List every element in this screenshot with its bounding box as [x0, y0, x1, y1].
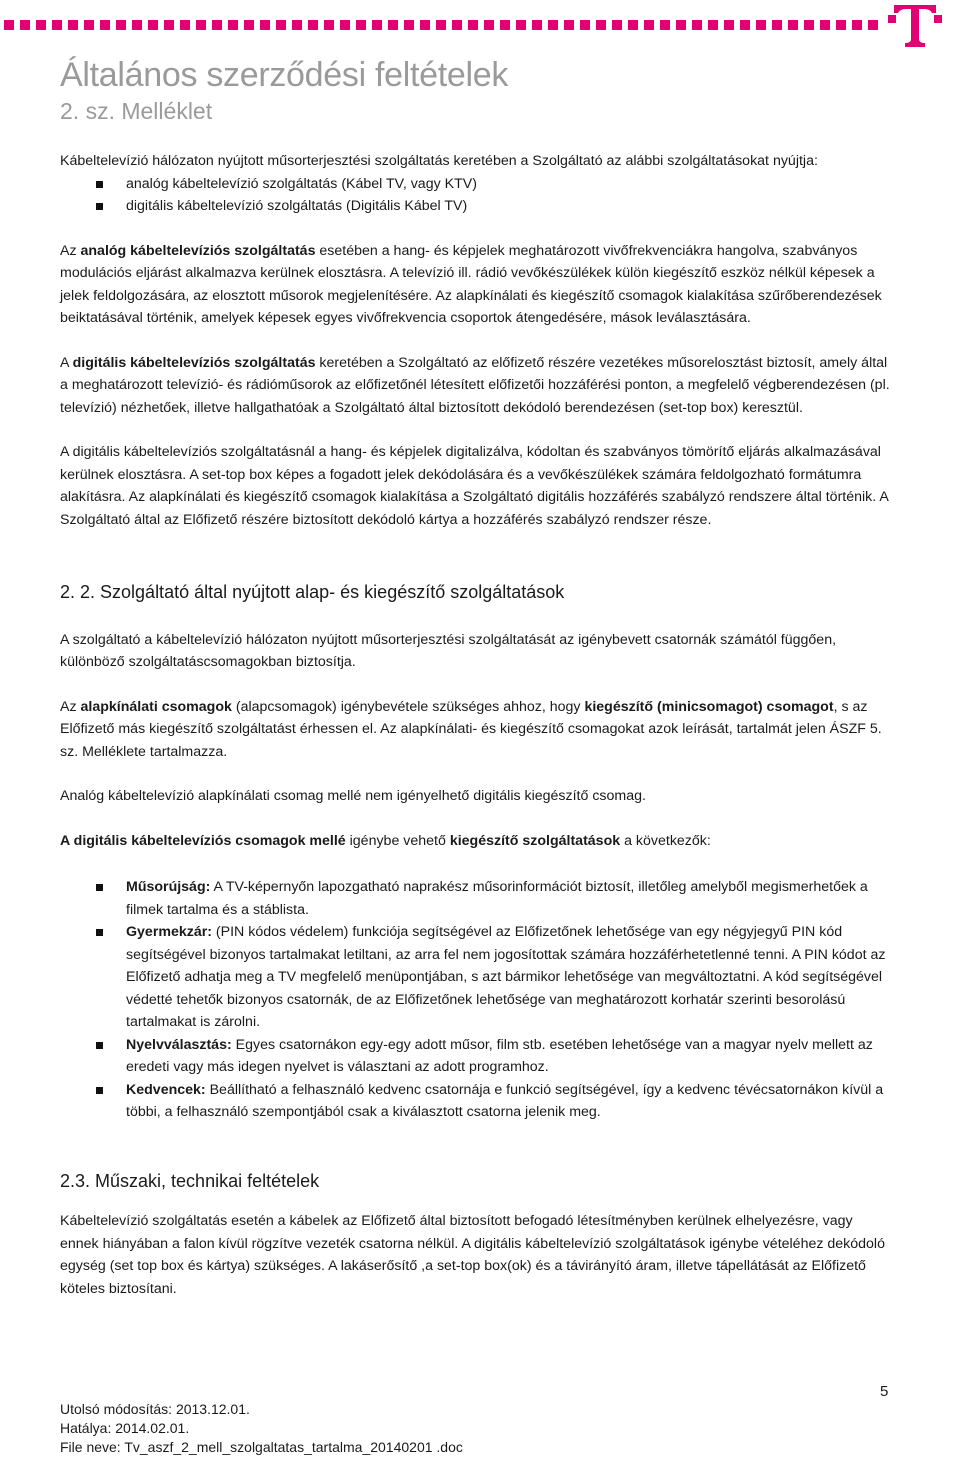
bullet-icon: [96, 884, 103, 891]
list-item: Gyermekzár: (PIN kódos védelem) funkciója segítségével az Előfizetőnek lehetősége van egy négyjegyű PIN kód segítségével bizonyos tartalmakat letiltani, az arra fel nem jogosítottak számára hozzáférhetetlenné tenni. A PIN kódot az Előfizető adhatja meg a TV megfelelő menüpontjában, s azt bármikor lehetősége van megváltoztatni. A kód segítségével védetté tehetők bizonyos csatornák, de az Előfizetőnek lehetősége van meghatározott korhatár szerinti besorolású tartalmakat is zárolni.: [60, 921, 894, 1034]
list-item: Kedvencek: Beállítható a felhasználó kedvenc csatornája e funkció segítségével, így a kedvenc tévécsatornákon kívül a többi, a felhasználó szempontjából csak a kiválasztott csatorna jelenik meg.: [60, 1079, 894, 1124]
section-heading: 2.3. Műszaki, technikai feltételek: [60, 1170, 320, 1191]
bullet-icon: [96, 1087, 103, 1094]
list-item: digitális kábeltelevízió szolgáltatás (Digitális Kábel TV): [60, 195, 894, 218]
digital-detail-paragraph: A digitális kábeltelevíziós szolgáltatásnál a hang- és képjelek digitalizálva, kódoltan és szabványos tömörítő eljárás alkalmazásával kerülnek elosztásra. A set-top box képes a fogadott jelek dekódolására és a vevőkészülékek számára feldolgozható formátumra alakításra. Az alapkínálati és kiegészítő csomagok kialakítása a Szolgáltató digitális hozzáférés szabályzó rendszere által történik. A Szolgáltató által az Előfizető részére biztosított dekódoló kártya a hozzáférés szabályzó rendszer része.: [60, 444, 889, 528]
section-paragraph: Analóg kábeltelevízió alapkínálati csomag mellé nem igényelhető digitális kiegészítő csomag.: [60, 788, 646, 804]
section-paragraph: Az alapkínálati csomagok (alapcsomagok) igénybevétele szükséges ahhoz, hogy kiegészítő (minicsomagot) csomagot, s az Előfizető más kiegészítő szolgáltatást érhessen el. Az alapkínálati- és kiegészítő csomagokat azok leírását, tartalmát jelen ÁSZF 5. sz. Melléklete tartalmazza.: [60, 698, 882, 760]
footer-filename: File neve: Tv_aszf_2_mell_szolgaltatas_tartalma_20140201 .doc: [60, 1439, 463, 1455]
footer-modified: Utolsó módosítás: 2013.12.01.: [60, 1401, 250, 1417]
section-paragraph: Kábeltelevízió szolgáltatás esetén a kábelek az Előfizető által biztosított befogadó létesítményben kerülnek elhelyezésre, vagy ennek hiányában a falon kívül rögzítve vezeték csatorna nélkül. A digitális kábeltelevízió szolgáltatások igénybe vételéhez dekódoló egység (set top box és kártya) szükséges. A lakáserősítő ,a set-top box(ok) és a távirányító áram, illetve tápellátását az Előfizető köteles biztosítani.: [60, 1213, 885, 1297]
analog-paragraph: Az analóg kábeltelevíziós szolgáltatás esetében a hang- és képjelek meghatározott vivőfrekvenciákra hangolva, szabványos modulációs eljárást alkalmazva kerülnek elosztásra. A televízió ill. rádió vevőkészülékek külön kiegészítő eszköz nélkül képesek a jelek feldolgozására, az elosztott műsorok megjelenítésére. Az alapkínálati és kiegészítő csomagok kialakítása szűrőberendezések beiktatásával történik, amelyek képesek egyes vivőfrekvencia csoportok átengedésére, mások leválasztására.: [60, 242, 882, 326]
section-heading: 2. 2. Szolgáltató által nyújtott alap- és kiegészítő szolgáltatások: [60, 582, 565, 602]
document-body: [60, 150, 894, 1300]
bullet-icon: [96, 1042, 103, 1049]
list-item: analóg kábeltelevízió szolgáltatás (Kábel TV, vagy KTV): [60, 173, 894, 196]
page-subtitle: 2. sz. Melléklet: [60, 98, 213, 124]
bullet-icon: [96, 929, 103, 936]
section-paragraph: A szolgáltató a kábeltelevízió hálózaton nyújtott műsorterjesztési szolgáltatását az igénybevett csatornák számától függően, különböző szolgáltatáscsomagokban biztosítja.: [60, 631, 837, 670]
feature-list: [60, 876, 894, 1124]
page-title: Általános szerződési feltételek: [60, 56, 509, 94]
brand-dot-bar: [0, 20, 884, 32]
page-number: 5: [880, 1383, 889, 1400]
section-paragraph: A digitális kábeltelevíziós csomagok mellé igénybe vehető kiegészítő szolgáltatások a következők:: [60, 832, 711, 849]
telekom-logo-icon: [888, 3, 942, 47]
intro-text: Kábeltelevízió hálózaton nyújtott műsorterjesztési szolgáltatás keretében a Szolgáltató az alábbi szolgáltatásokat nyújtja:: [60, 153, 818, 169]
list-item: Nyelvválasztás: Egyes csatornákon egy-egy adott műsor, film stb. esetében lehetősége van a magyar nyelv mellett az eredeti vagy más idegen nyelvet is választani az adott programhoz.: [60, 1034, 894, 1079]
intro-section: [60, 150, 894, 218]
footer-effective: Hatálya: 2014.02.01.: [60, 1420, 190, 1436]
bullet-icon: [96, 181, 103, 188]
digital-paragraph: A digitális kábeltelevíziós szolgáltatás keretében a Szolgáltató az előfizető részére vezetékes műsorelosztást biztosít, amely által a meghatározott televízió- és rádióműsorok az előfizetőnél létesített előfizetői hozzáférési ponton, a megfelelő végberendezésen (pl. televízió) nézhetőek, illetve hallgathatóak a Szolgáltató által biztosított dekódoló berendezésen (set-top box) keresztül.: [60, 354, 890, 416]
bullet-icon: [96, 203, 103, 210]
footer: [60, 1400, 463, 1457]
service-list: [60, 173, 894, 218]
list-item: Műsorújság: A TV-képernyőn lapozgatható naprakész műsorinformációt biztosít, illetőleg amelyből megismerhetőek a filmek tartalma és a stáblista.: [60, 876, 894, 921]
